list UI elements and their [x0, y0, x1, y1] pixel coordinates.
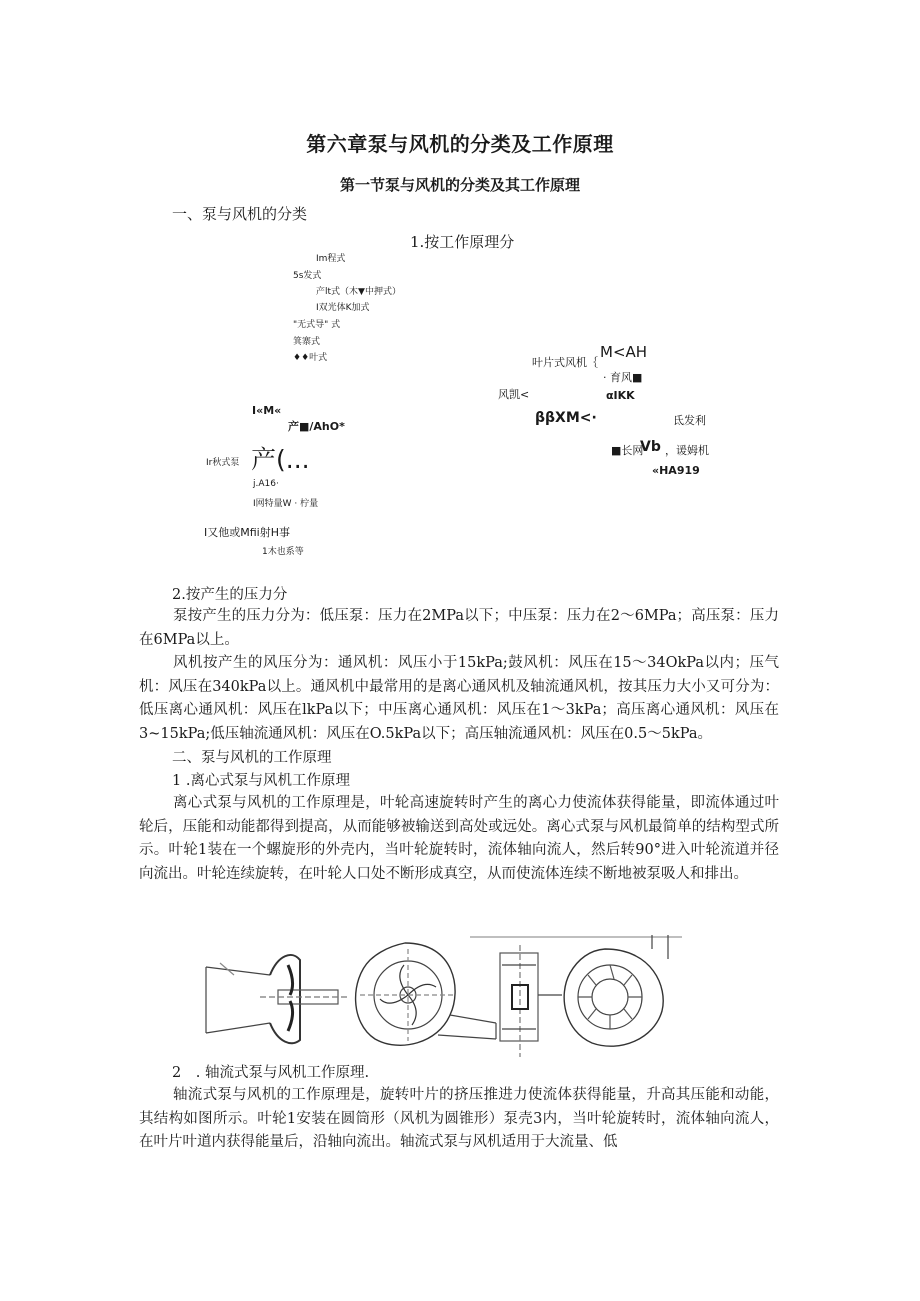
heading-by-principle: 1.按工作原理分	[410, 233, 515, 251]
fan-tree-node: «HA919	[652, 464, 700, 476]
fan-tree-node: 叶片式风机｛	[532, 356, 598, 369]
pump-tree-item: I双光体K加式	[316, 303, 370, 313]
paragraph-centrifugal: 离心式泵与风机的工作原理是，叶轮高速旋转时产生的离心力使流体获得能量，即流体通过叶轮后，压能和动能都得到提高，从而能够被输送到高处或远处。离心式泵与风机最简单的结构型式所示。叶轮1装在一个螺旋形的外壳内，当叶轮旋转时，流体轴向流人，然后转90°进入叶轮流道并径向流出。叶轮连续旋转，在叶轮人口处不断形成真空，从而使流体连续不断地被泵吸人和排出。	[139, 795, 779, 882]
paragraph-pump-pressure: 泵按产生的压力分为：低压泵：压力在2MPa以下；中压泵：压力在2～6MPa；高压泵：压力在6MPa以上。	[139, 608, 779, 648]
heading-centrifugal: 1 .离心式泵与风机工作原理	[172, 773, 350, 789]
fan-cross-section-drawing	[470, 937, 682, 1057]
pump-tree-item: ♦♦叶式	[293, 353, 328, 363]
heading-by-pressure: 2.按产生的压力分	[172, 587, 288, 603]
fan-tree-node: Vb	[640, 439, 661, 455]
heading-classification: 一、泵与风机的分类	[172, 205, 308, 223]
fan-tree-node: ββXM<·	[535, 410, 597, 426]
page-title: 第六章泵与风机的分类及工作原理	[306, 132, 614, 156]
centrifugal-pump-figure	[200, 935, 690, 1060]
paragraph-fan-pressure: 风机按产生的风压分为：通风机：风压小于15kPa;鼓风机：风压在15～34OkPa以内；压气机：风压在340kPa以上。通风机中最常用的是离心通风机及轴流通风机，按其压力大小又可分为：低压离心通风机：风压在lkPa以下；中压离心通风机：风压在1～3kPa；高压离心通风机：风压在3~15kPa;低压轴流通风机：风压在O.5kPa以下；高压轴流通风机：风压在0.5～5kPa。	[139, 655, 779, 742]
pump-tree-node: I又他或Mfii射H事	[204, 526, 290, 539]
fan-tree-node: αIKK	[606, 389, 635, 402]
pump-tree-item: Im程式	[316, 254, 346, 264]
pump-tree-item: 箕寨式	[293, 337, 321, 347]
fan-volute-drawing	[564, 935, 668, 1046]
pump-tree-item: "无式导" 式	[293, 320, 341, 330]
pump-cross-section-drawing	[206, 955, 350, 1043]
paragraph-axial: 轴流式泵与风机的工作原理是，旋转叶片的挤压推进力使流体获得能量，升高其压能和动能，其结构如图所示。叶轮1安装在圆筒形（风机为圆锥形）泵壳3内，当叶轮旋转时，流体轴向流人，在叶片叶道内获得能量后，沿轴向流出。轴流式泵与风机适用于大流量、低	[139, 1087, 779, 1150]
heading-axial: 2 . 轴流式泵与风机工作原理.	[172, 1065, 370, 1081]
fan-tree-node: ■长网	[611, 444, 644, 457]
pump-tree-item: 产lt式（木▼中押式）	[316, 287, 401, 297]
heading-working-principle: 二、泵与风机的工作原理	[172, 750, 332, 766]
fan-tree-node: 氐发利	[673, 414, 706, 427]
pump-tree-item: 5s发式	[293, 271, 322, 281]
pump-tree-node: I«M«	[252, 404, 282, 417]
pump-tree-node: 1木也系等	[262, 547, 304, 557]
fan-tree-node: M<AH	[600, 343, 648, 361]
section-title: 第一节泵与风机的分类及其工作原理	[339, 176, 580, 194]
fan-tree-node: 风凯<	[498, 388, 530, 401]
fan-tree-node: · 育风■	[603, 371, 643, 384]
pump-tree-node: 产■/AhO*	[288, 420, 345, 433]
volute-impeller-drawing	[356, 943, 496, 1045]
pump-tree-node: I网特量W · 柠量	[253, 499, 319, 509]
pump-tree-node: Ir秋式泵	[206, 458, 240, 468]
pump-tree-node: 产(...	[251, 445, 310, 474]
pump-tree-node: j.A16·	[253, 479, 279, 489]
fan-tree-node: ，谖姆机	[665, 444, 709, 457]
